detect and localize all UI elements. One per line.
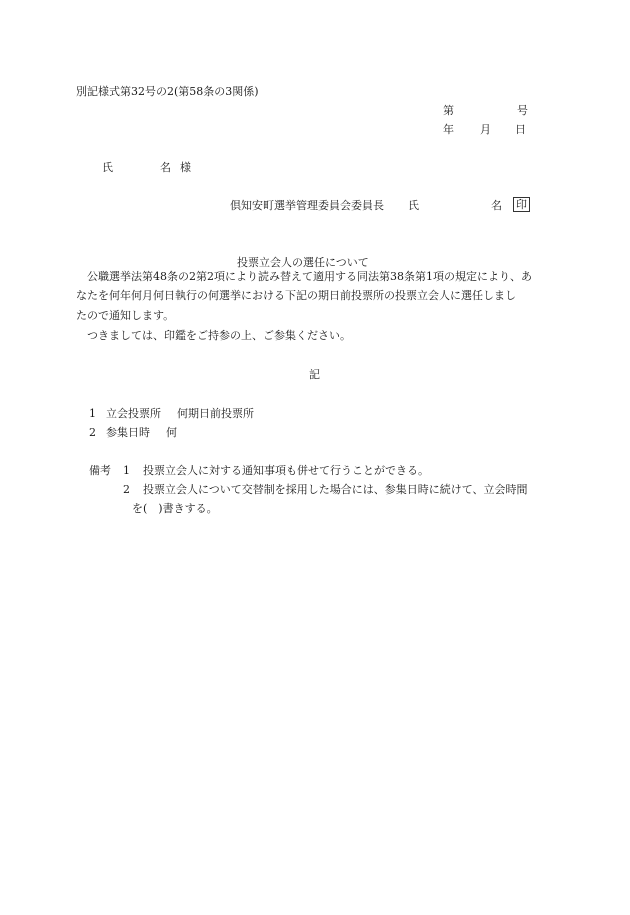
form-header: 別記様式第32号の2(第58条の3関係) — [76, 85, 259, 98]
sender-shi: 氏 — [408, 199, 419, 212]
note-2-text-line-2: を( )書きする。 — [132, 502, 218, 515]
sender-organization: 倶知安町選挙管理委員会委員長 — [230, 199, 384, 212]
date-month: 月 — [480, 123, 491, 136]
body-line-2: なたを何年何月何日執行の何選挙における下記の期日前投票所の投票立会人に選任しまし — [76, 289, 516, 302]
sender-mei: 名 — [491, 199, 502, 212]
addressee-sama: 様 — [180, 161, 191, 174]
document-title: 投票立会人の選任について — [237, 256, 369, 269]
date-year: 年 — [443, 123, 454, 136]
item-2-value: 何 — [166, 426, 177, 439]
ki-heading: 記 — [309, 368, 320, 381]
addressee-mei: 名 — [160, 161, 171, 174]
item-1-label: 立会投票所 — [106, 407, 161, 420]
seal-mark — [513, 197, 530, 212]
note-1-text: 投票立会人に対する通知事項も併せて行うことができる。 — [143, 464, 429, 477]
note-2-number: 2 — [123, 483, 130, 496]
item-1-value: 何期日前投票所 — [177, 407, 254, 420]
body-line-1: 公職選挙法第48条の2第2項により読み替えて適用する同法第38条第1項の規定により、あ — [87, 270, 532, 283]
seal-label: 印 — [513, 197, 530, 212]
number-prefix: 第 — [443, 104, 454, 117]
note-2-text-line-1: 投票立会人について交替制を採用した場合には、参集日時に続けて、立会時間 — [143, 483, 528, 496]
item-2-number: 2 — [89, 426, 96, 439]
note-1-number: 1 — [123, 464, 130, 477]
item-1-number: 1 — [89, 407, 96, 420]
item-2-label: 参集日時 — [106, 426, 150, 439]
addressee-shi: 氏 — [102, 161, 113, 174]
notes-label: 備考 — [89, 464, 111, 477]
number-suffix: 号 — [517, 104, 528, 117]
date-day: 日 — [515, 123, 526, 136]
body-line-3: たので通知します。 — [76, 309, 175, 322]
body-line-4: つきましては、印鑑をご持参の上、ご参集ください。 — [87, 329, 351, 342]
